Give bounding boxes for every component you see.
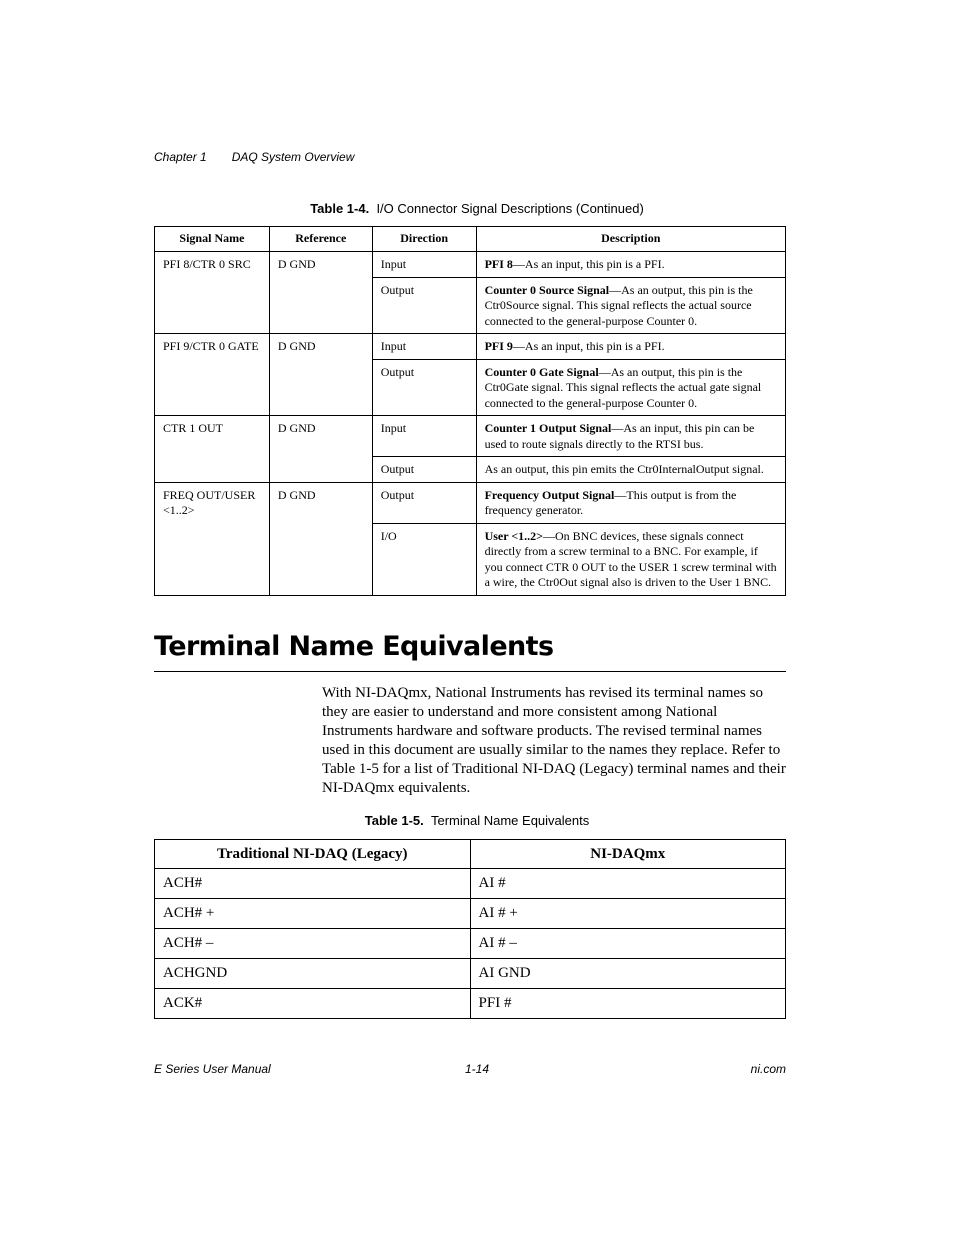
signal-name-cell: CTR 1 OUT: [155, 416, 270, 483]
direction-cell: Output: [372, 359, 476, 416]
description-text: As an output, this pin emits the Ctr0InternalOutput signal.: [484, 462, 764, 476]
column-header: Direction: [372, 227, 476, 252]
direction-cell: Output: [372, 457, 476, 483]
table-row: [155, 416, 786, 457]
caption-label: Table 1-4.: [310, 201, 370, 216]
direction-cell: I/O: [372, 523, 476, 595]
description-cell: [476, 416, 785, 457]
description-text: —As an output, this pin is the Ctr0Source signal. This signal reflects the actual source connected to the general-purpose Counter 0.: [484, 282, 753, 328]
footer-website: ni.com: [750, 1062, 786, 1076]
description-cell: [476, 334, 785, 360]
description-cell: [476, 457, 785, 483]
daqmx-name-cell: AI # +: [470, 899, 785, 929]
legacy-name-cell: ACH# +: [155, 899, 471, 929]
caption-text: Terminal Name Equivalents: [431, 813, 590, 828]
table-row: [155, 989, 786, 1019]
column-header: Traditional NI-DAQ (Legacy): [155, 840, 471, 869]
direction-cell: Output: [372, 277, 476, 334]
column-header: Reference: [269, 227, 372, 252]
body-paragraph: With NI-DAQmx, National Instruments has revised its terminal names so they are easier to understand and more consistent among National Instruments hardware and software products. The revised terminal names used in this document are usually similar to the names they replace. Refer to Table 1-5 for a list of Traditional NI-DAQ (Legacy) terminal names and their NI-DAQmx equivalents.: [322, 685, 786, 796]
daqmx-name-cell: AI #: [470, 869, 785, 899]
table-row: [155, 899, 786, 929]
reference-cell: D GND: [269, 334, 372, 416]
table-row: [155, 959, 786, 989]
legacy-name-cell: ACH# –: [155, 929, 471, 959]
section-label: DAQ System Overview: [231, 150, 355, 164]
section-heading: Terminal Name Equivalents: [154, 631, 554, 662]
description-text: —As an input, this pin is a PFI.: [512, 339, 665, 353]
footer-manual-title: E Series User Manual: [154, 1062, 271, 1076]
running-header: [154, 150, 354, 164]
description-text: —On BNC devices, these signals connect directly from a screw terminal to a BNC. For example, if you connect CTR 0 OUT to the USER 1 screw terminal with a wire, the Ctr0Out signal also is driven to the User 1 BNC.: [484, 528, 777, 589]
legacy-name-cell: ACHGND: [155, 959, 471, 989]
signal-name-cell: PFI 9/CTR 0 GATE: [155, 334, 270, 416]
description-term: Counter 0 Source Signal: [484, 282, 610, 297]
description-cell: [476, 252, 785, 278]
table-row: [155, 869, 786, 899]
description-text: —This output is from the frequency generator.: [484, 487, 737, 517]
description-text: —As an output, this pin is the Ctr0Gate signal. This signal reflects the actual gate signal connected to the general-purpose Counter 0.: [484, 364, 762, 410]
footer-page-number: 1-14: [464, 1062, 490, 1076]
description-term: PFI 8: [484, 257, 513, 271]
description-term: PFI 9: [484, 339, 513, 353]
table-header-row: [155, 840, 786, 869]
table-1-5-caption: [0, 813, 954, 828]
description-term: Counter 1 Output Signal: [484, 421, 612, 435]
reference-cell: D GND: [269, 482, 372, 595]
caption-text: I/O Connector Signal Descriptions (Continued): [376, 201, 644, 216]
caption-label: Table 1-5.: [364, 813, 424, 828]
table-row: [155, 334, 786, 360]
daqmx-name-cell: PFI #: [470, 989, 785, 1019]
description-term: Frequency Output Signal: [484, 487, 615, 502]
column-header: Description: [476, 227, 785, 252]
direction-cell: Output: [372, 482, 476, 523]
description-cell: [476, 277, 785, 334]
table-row: [155, 482, 786, 523]
description-cell: [476, 523, 785, 595]
chapter-label: Chapter 1: [154, 150, 207, 164]
direction-cell: Input: [372, 252, 476, 278]
description-term: Counter 0 Gate Signal: [484, 364, 599, 379]
direction-cell: Input: [372, 416, 476, 457]
daqmx-name-cell: AI GND: [470, 959, 785, 989]
legacy-name-cell: ACH#: [155, 869, 471, 899]
description-text: —As an input, this pin is a PFI.: [512, 257, 665, 271]
io-connector-signal-table: [154, 226, 786, 596]
terminal-name-equivalents-table: [154, 839, 786, 1019]
signal-name-cell: PFI 8/CTR 0 SRC: [155, 252, 270, 334]
table-row: [155, 929, 786, 959]
description-cell: [476, 359, 785, 416]
legacy-name-cell: ACK#: [155, 989, 471, 1019]
reference-cell: D GND: [269, 252, 372, 334]
description-cell: [476, 482, 785, 523]
table-header-row: [155, 227, 786, 252]
reference-cell: D GND: [269, 416, 372, 483]
table-row: [155, 252, 786, 278]
heading-rule: [154, 671, 786, 672]
direction-cell: Input: [372, 334, 476, 360]
table-1-4-caption: [0, 201, 954, 216]
signal-name-cell: FREQ OUT/USER <1..2>: [155, 482, 270, 595]
description-text: —As an input, this pin can be used to route signals directly to the RTSI bus.: [484, 421, 755, 451]
column-header: NI-DAQmx: [470, 840, 785, 869]
description-term: User <1..2>: [484, 528, 544, 543]
column-header: Signal Name: [155, 227, 270, 252]
daqmx-name-cell: AI # –: [470, 929, 785, 959]
